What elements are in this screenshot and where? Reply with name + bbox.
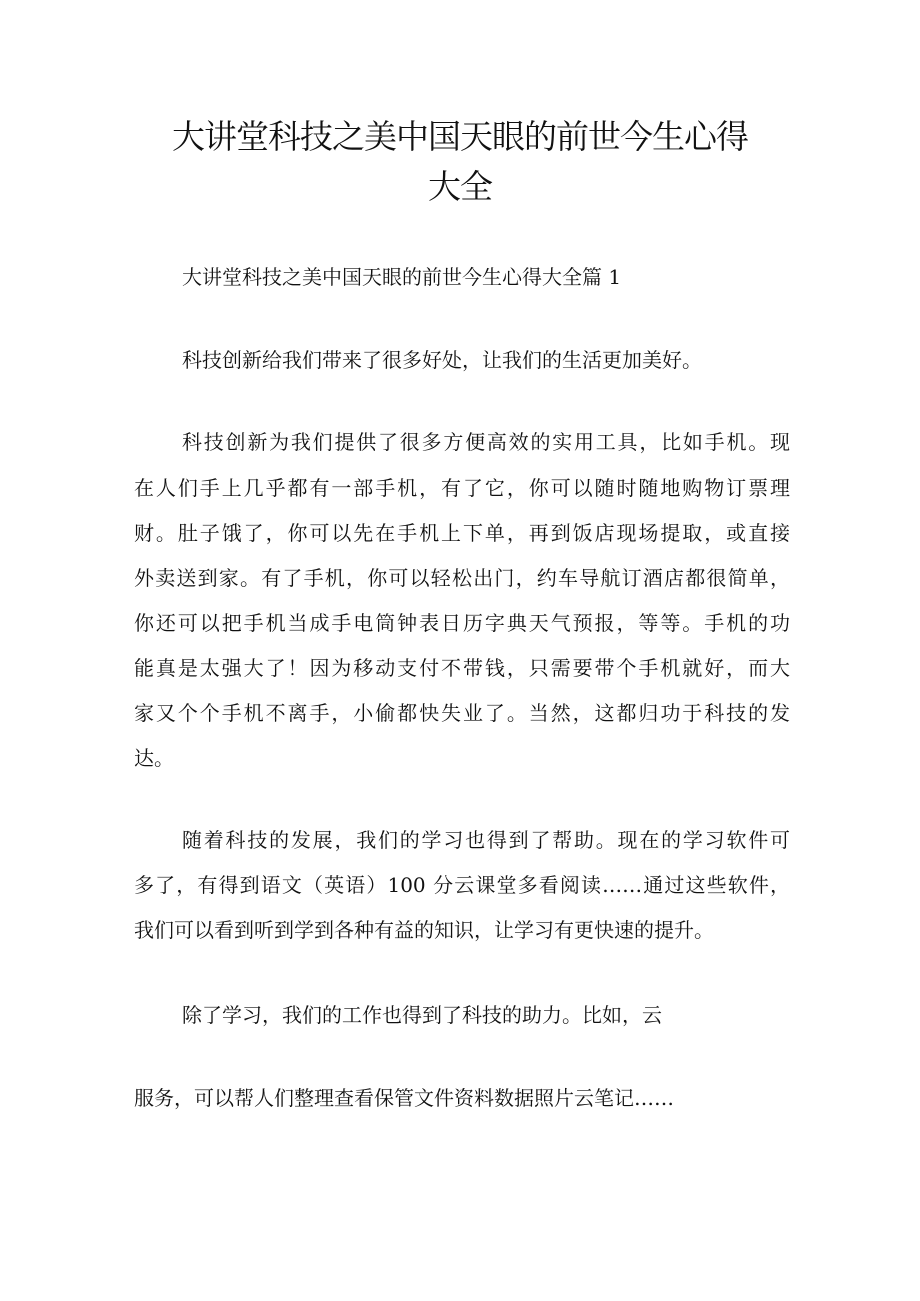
paragraph-4-line: 除了学习，我们的工作也得到了科技的助力。比如，云 <box>182 1003 662 1027</box>
section-heading: 大讲堂科技之美中国天眼的前世今生心得大全篇 1 <box>182 265 622 289</box>
paragraph-2-line: 家又个个手机不离手，小偷都快失业了。当然，这都归功于科技的发 <box>134 701 790 725</box>
paragraph-2-line: 能真是太强大了！因为移动支付不带钱，只需要带个手机就好，而大 <box>134 656 790 680</box>
paragraph-1: 科技创新给我们带来了很多好处，让我们的生活更加美好。 <box>182 348 702 372</box>
paragraph-4-line: 服务，可以帮人们整理查看保管文件资料数据照片云笔记…… <box>134 1086 674 1110</box>
paragraph-2-line: 你还可以把手机当成手电筒钟表日历字典天气预报，等等。手机的功 <box>134 611 790 635</box>
paragraph-3-line: 我们可以看到听到学到各种有益的知识，让学习有更快速的提升。 <box>134 918 714 942</box>
document-title-line-1: 大讲堂科技之美中国天眼的前世今生心得 <box>172 117 748 156</box>
paragraph-2-line: 在人们手上几乎都有一部手机，有了它，你可以随时随地购物订票理 <box>134 476 790 500</box>
paragraph-2-line: 达。 <box>134 746 174 770</box>
paragraph-3-line: 多了，有得到语文（英语）100 分云课堂多看阅读……通过这些软件， <box>134 873 790 897</box>
paragraph-3-line: 随着科技的发展，我们的学习也得到了帮助。现在的学习软件可 <box>182 828 790 852</box>
paragraph-2-line: 外卖送到家。有了手机，你可以轻松出门，约车导航订酒店都很简单， <box>134 566 790 590</box>
paragraph-2-line: 科技创新为我们提供了很多方便高效的实用工具，比如手机。现 <box>182 430 790 454</box>
paragraph-2-line: 财。肚子饿了，你可以先在手机上下单，再到饭店现场提取，或直接 <box>134 521 790 545</box>
document-title-line-2: 大全 <box>428 167 492 206</box>
